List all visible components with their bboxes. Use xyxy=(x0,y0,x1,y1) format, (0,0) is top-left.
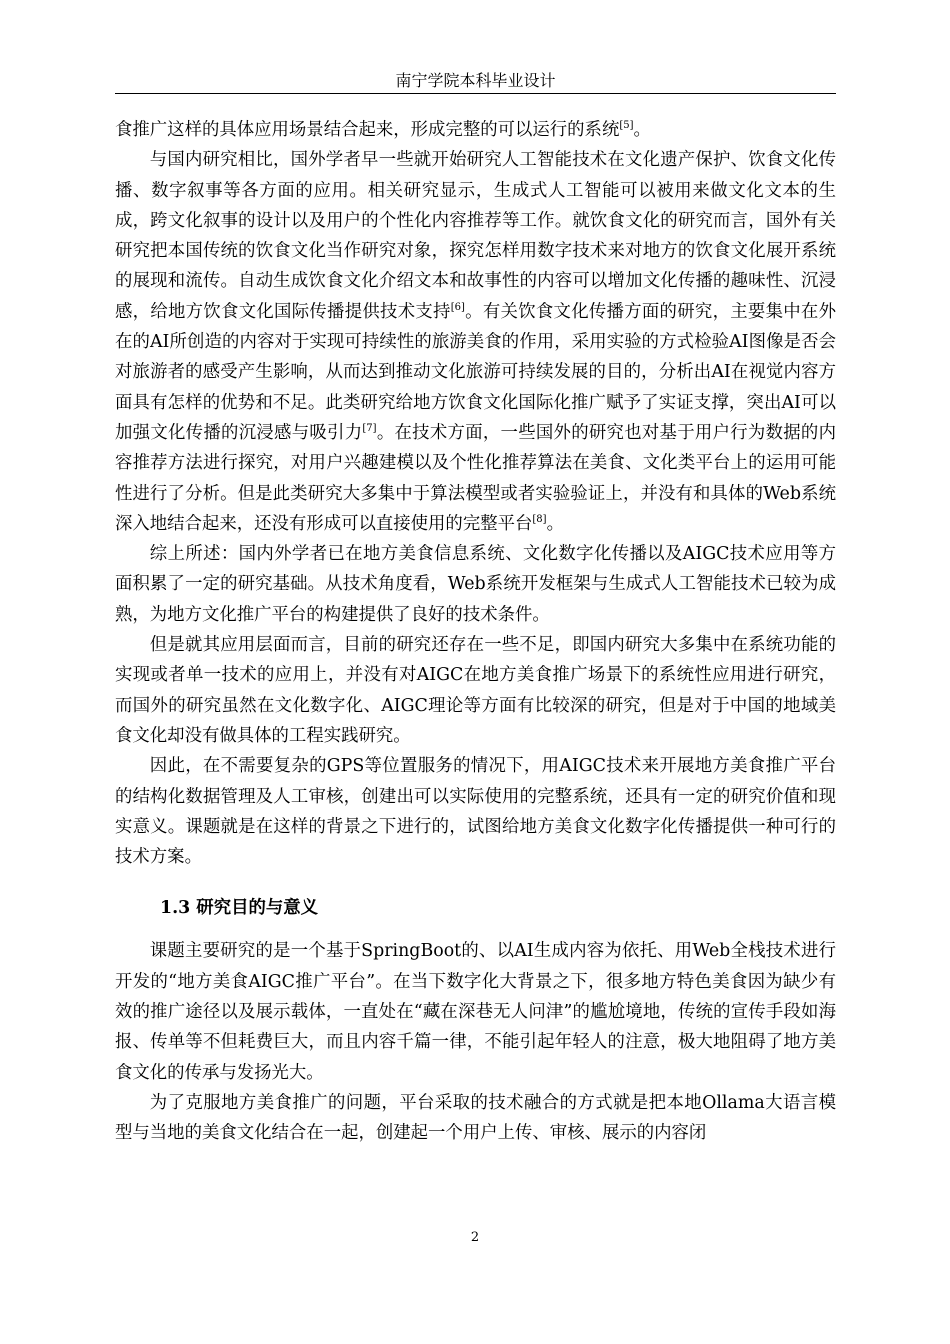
page-body xyxy=(115,115,836,1149)
section-heading: 1.3 研究目的与意义 xyxy=(160,898,319,919)
paragraph-text: 。 xyxy=(546,513,564,534)
paragraph-text: 。 xyxy=(633,120,651,140)
paragraph-text: 。在技术方面，一些国外的研究也对基于用户行为数据的内容推荐方法进行探究，对用户兴趣建模以及个性化推荐算法在美食、文化类平台上的运用可能性进行了分析。但是此类研究大多集中于算法模型或者实验验证上，并没有和具体的Web系统深入地结合起来，还没有形成可以直接使用的完整平台 xyxy=(115,422,836,534)
paragraph-text: 。有关饮食文化传播方面的研究，主要集中在外在的AI所创造的内容对于实现可持续性的旅游美食的作用，采用实验的方式检验AI图像是否会对旅游者的感受产生影响，从而达到推动文化旅游可持续发展的目的，分析出AI在视觉内容方面具有怎样的优势和不足。此类研究给地方饮食文化国际化推广赋予了实证支撑，突出AI可以加强文化传播的沉浸感与吸引力 xyxy=(115,301,836,443)
paragraph-foreign-research xyxy=(115,145,836,539)
paragraph-approach: 为了克服地方美食推广的问题，平台采取的技术融合的方式就是把本地Ollama大语言模型与当地的美食文化结合在一起，创建起一个用户上传、审核、展示的内容闭 xyxy=(115,1092,836,1144)
page-number: 2 xyxy=(470,1230,480,1245)
paragraph-continuation xyxy=(115,115,836,145)
page-header-title: 南宁学院本科毕业设计 xyxy=(395,71,556,90)
citation-5: [5] xyxy=(619,120,634,132)
citation-6: [6] xyxy=(450,301,465,313)
paragraph-text: 食推广这样的具体应用场景结合起来，形成完整的可以运行的系统 xyxy=(115,120,620,140)
paragraph-shortcomings: 但是就其应用层面而言，目前的研究还存在一些不足，即国内研究大多集中在系统功能的实现或者单一技术的应用上，并没有对AIGC在地方美食推广场景下的系统性应用进行研究，而国外的研究虽然在文化数字化、AIGC理论等方面有比较深的研究，但是对于中国的地域美食文化却没有做具体的工程实践研究。 xyxy=(115,635,836,746)
paragraph-conclusion: 因此，在不需要复杂的GPS等位置服务的情况下，用AIGC技术来开展地方美食推广平台的结构化数据管理及人工审核，创建出可以实际使用的完整系统，还具有一定的研究价值和现实意义。课题就是在这样的背景之下进行的，试图给地方美食文化数字化传播提供一种可行的技术方案。 xyxy=(115,756,836,868)
citation-8: [8] xyxy=(532,514,547,526)
paragraph-summary: 综上所述：国内外学者已在地方美食信息系统、文化数字化传播以及AIGC技术应用等方面积累了一定的研究基础。从技术角度看，Web系统开发框架与生成式人工智能技术已较为成熟，为地方文化推广平台的构建提供了良好的技术条件。 xyxy=(115,544,836,625)
paragraph-purpose: 课题主要研究的是一个基于SpringBoot的、以AI生成内容为依托、用Web全栈技术进行开发的“地方美食AIGC推广平台”。在当下数字化大背景之下，很多地方特色美食因为缺少有效的推广途径以及展示载体，一直处在“藏在深巷无人问津”的尴尬境地，传统的宣传手段如海报、传单等不但耗费巨大，而且内容千篇一律，不能引起年轻人的注意，极大地阻碍了地方美食文化的传承与发扬光大。 xyxy=(115,941,836,1083)
paragraph-text: 与国内研究相比，国外学者早一些就开始研究人工智能技术在文化遗产保护、饮食文化传播、数字叙事等各方面的应用。相关研究显示，生成式人工智能可以被用来做文化文本的生成，跨文化叙事的设计以及用户的个性化内容推荐等工作。就饮食文化的研究而言，国外有关研究把本国传统的饮食文化当作研究对象，探究怎样用数字技术来对地方的饮食文化展开系统的展现和流传。自动生成饮食文化介绍文本和故事性的内容可以增加文化传播的趣味性、沉浸感，给地方饮食文化国际传播提供技术支持 xyxy=(115,150,836,322)
citation-7: [7] xyxy=(362,423,377,435)
header-rule xyxy=(115,93,836,94)
